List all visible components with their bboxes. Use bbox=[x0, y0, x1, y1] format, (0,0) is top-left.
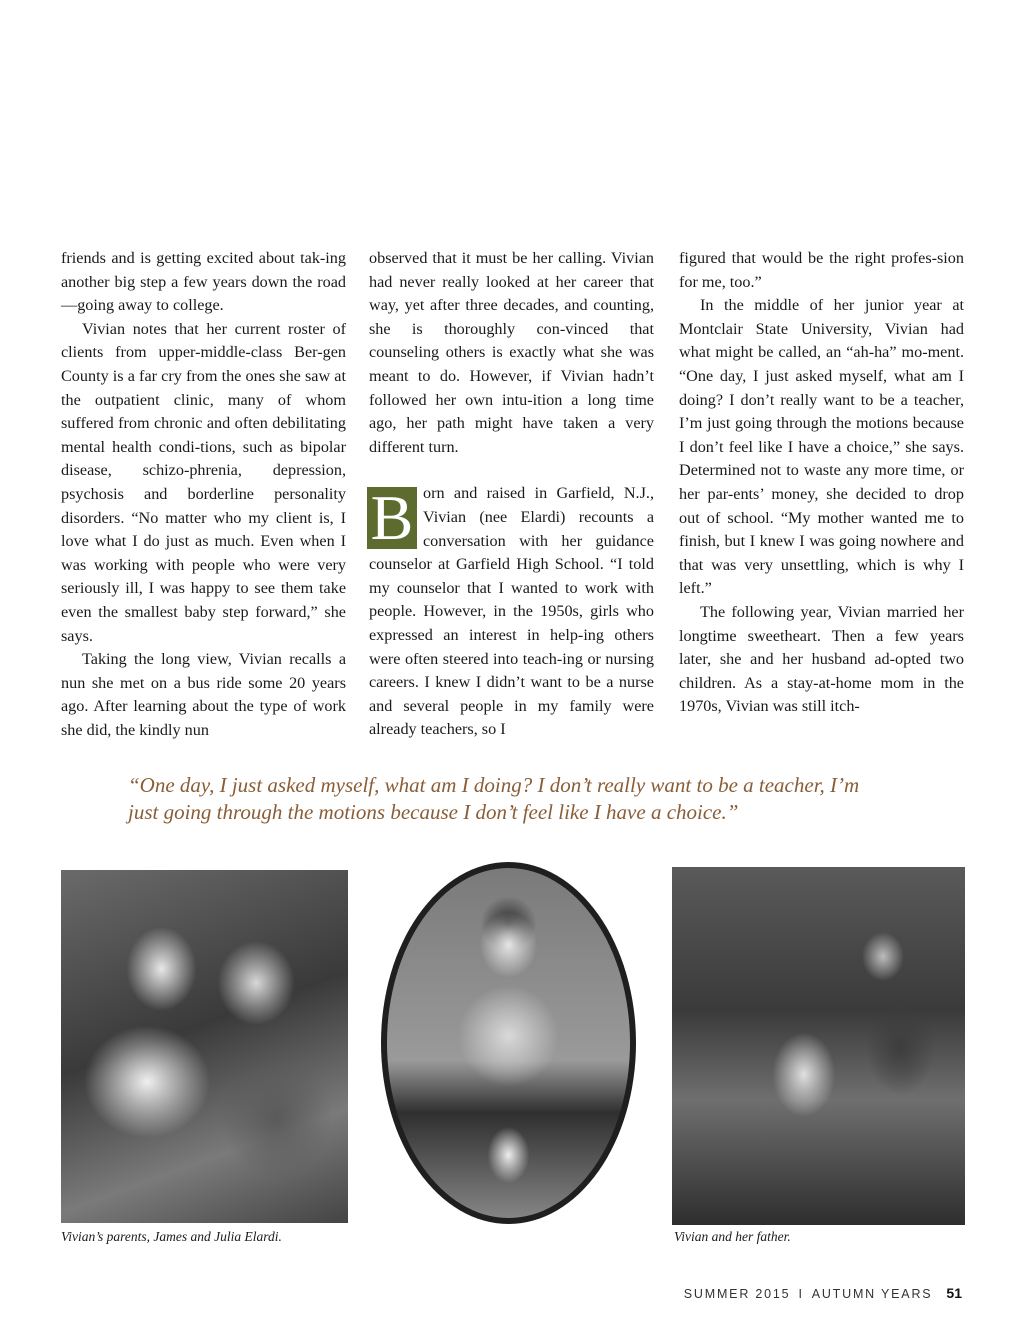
page-number: 51 bbox=[946, 1285, 962, 1301]
paragraph: Taking the long view, Vivian recalls a nun she met on a bus ride some 20 years ago. After learning about the type of work she did, the kindly nun bbox=[61, 650, 346, 739]
pull-quote-line-2: just going through the motions because I don’t feel like I have a choice.” bbox=[128, 800, 739, 824]
pull-quote bbox=[128, 772, 888, 826]
drop-cap: B bbox=[367, 487, 417, 549]
paragraph: Vivian notes that her current roster of clients from upper-middle-class Ber-gen County is a far cry from the ones she saw at the outpatient clinic, many of whom suffered from chronic and often debilitating mental health condi-tions, such as bipolar disease, schizo-phrenia, depression, psychosis and borderline personality disorders. “No matter who my client is, I love what I do just as much. Even when I was working with people who were very seriously ill, I was happy to see them take even the smallest baby step forward,” she says. bbox=[61, 319, 346, 645]
paragraph: observed that it must be her calling. Vivian had never really looked at her career that way, yet after three decades, and counting, she is thoroughly con-vinced that counseling others is exactly what she was meant to do. However, if Vivian hadn’t followed her own intu-ition a long time ago, her path might have taken a very different turn. bbox=[369, 249, 654, 456]
folio-issue: SUMMER 2015 bbox=[683, 1287, 791, 1301]
paragraph: In the middle of her junior year at Montclair State University, Vivian had what might be called, an “ah-ha” mo-ment. “One day, I just asked myself, what am I doing? I don’t really want to be a teacher, I’m just going through the motions because I don’t feel like I have a choice,” she says. Determined not to waste any more time, or her par-ents’ money, she decided to drop out of school. “My mother wanted me to finish, but I knew I was going nowhere and that was very unsettling, which is why I left.” bbox=[679, 296, 964, 598]
folio-magazine: AUTUMN YEARS bbox=[811, 1287, 933, 1301]
pull-quote-line-1: “One day, I just asked myself, what am I doing? I don’t really want to be a teacher, I’m bbox=[128, 773, 860, 797]
paragraph: friends and is getting excited about tak-ing another big step a few years down the road—going away to college. bbox=[61, 249, 346, 315]
paragraph: figured that would be the right profes-sion for me, too.” bbox=[679, 249, 964, 291]
article-column-3 bbox=[679, 247, 964, 719]
section-text: orn and raised in Garfield, N.J., Vivian (nee Elardi) recounts a conversation with her guidance counselor at Garfield High School. “I told my counselor that I wanted to work with people. However, in the 1950s, girls who expressed an interest in help-ing others were often steered into teach-ing or nursing careers. I knew I didn’t want to be a nurse and several people in my family were already teachers, so I bbox=[369, 484, 654, 739]
caption-parents: Vivian’s parents, James and Julia Elardi. bbox=[61, 1229, 282, 1244]
photo-parents bbox=[61, 870, 348, 1223]
article-column-2 bbox=[369, 247, 654, 742]
section-paragraph bbox=[369, 482, 654, 742]
article-column-1 bbox=[61, 247, 346, 742]
caption-father: Vivian and her father. bbox=[674, 1229, 791, 1244]
folio-separator: I bbox=[798, 1287, 804, 1301]
photo-vivian-and-father bbox=[672, 867, 965, 1225]
photo-child bbox=[387, 868, 630, 1218]
page-folio bbox=[684, 1285, 962, 1301]
photo-child-oval-frame bbox=[381, 862, 636, 1224]
paragraph: The following year, Vivian married her longtime sweetheart. Then a few years later, she and her husband ad-opted two children. As a stay-at-home mom in the 1970s, Vivian was still itch- bbox=[679, 602, 964, 716]
